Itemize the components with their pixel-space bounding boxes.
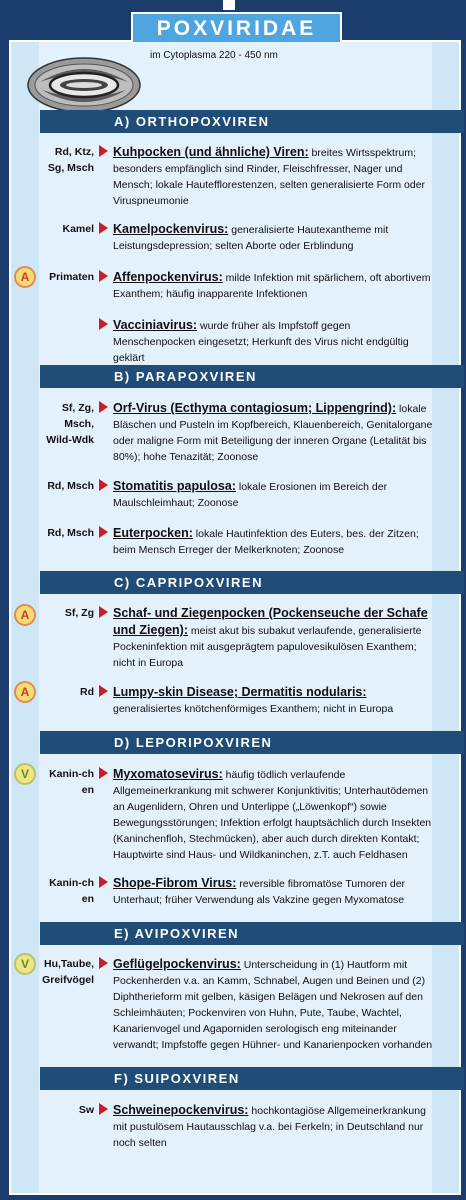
section-header-suipoxviren: F) SUIPOXVIREN: [40, 1067, 464, 1090]
virus-name: Shope-Fibrom Virus:: [113, 876, 237, 890]
v-badge-icon: V: [14, 953, 36, 975]
host-label: Rd, Msch: [47, 527, 94, 539]
virus-name: Schaf- und Ziegenpocken (Pockenseuche der Schafe und Ziegen):: [113, 606, 428, 637]
arrow-icon: [99, 401, 108, 413]
host-label: Sf, Zg, Msch, Wild-Wdk: [46, 402, 94, 446]
section-header-leporipoxviren: D) LEPORIPOXVIREN: [40, 731, 464, 754]
arrow-icon: [99, 957, 108, 969]
entry-text: [113, 605, 435, 671]
virus-description: lokale Hautinfektion des Euters, bes. der Zitzen; beim Mensch Erreger der Melkerknoten; Zoonose: [113, 528, 419, 556]
host-label: Sf, Zg: [64, 607, 94, 619]
arrow-icon: [99, 1103, 108, 1115]
arrow-icon: [99, 606, 108, 618]
section-header-avipoxviren: E) AVIPOXVIREN: [40, 922, 464, 945]
host-label: Rd, Msch: [47, 480, 94, 492]
arrow-icon: [99, 145, 108, 157]
entry-text: [113, 875, 435, 908]
virus-name: Vacciniavirus:: [113, 318, 198, 332]
virus-name: Orf-Virus (Ecthyma contagiosum; Lippengrind):: [113, 401, 397, 415]
arrow-icon: [99, 479, 108, 491]
entry-text: [113, 144, 435, 209]
poxvirus-particle-icon: [26, 52, 142, 114]
host-label: Kamel: [62, 223, 94, 235]
host-label: Rd: [80, 686, 94, 698]
entry-text: [113, 400, 435, 465]
virus-description: lokale Erosionen im Bereich der Maulschleimhaut; Zoonose: [113, 481, 388, 509]
virus-name: Geflügelpockenvirus:: [113, 957, 241, 971]
virus-description: wurde früher als Impfstoff gegen Menschenpocken eingesetzt; Herkunft des Virus nicht endgültig geklärt: [113, 320, 409, 364]
virus-name: Stomatitis papulosa:: [113, 479, 236, 493]
virus-name: Euterpocken:: [113, 526, 193, 540]
entry-text: [113, 221, 435, 254]
section-header-capripoxviren: C) CAPRIPOXVIREN: [40, 571, 464, 594]
virus-description: generalisiertes knötchenförmiges Exanthem; nicht in Europa: [113, 703, 394, 715]
arrow-icon: [99, 685, 108, 697]
host-label: Sw: [78, 1104, 94, 1116]
arrow-icon: [99, 318, 108, 330]
virus-name: Lumpy-skin Disease; Dermatitis nodularis:: [113, 685, 367, 699]
virus-description: meist akut bis subakut verlaufende, generalisierte Pockeninfektion mit ausgeprägtem papulovesikulösen Exanthem; nicht in Europa: [113, 625, 422, 669]
entry-text: [113, 269, 435, 302]
virus-description: Unterscheidung in (1) Hautform mit Pockenherden v.a. an Kamm, Schnabel, Augen und Beinen und (2) Diphtherieform mit gelben, käsigen Belägen und Nekrosen auf den Schleimhäuten; Pockenviren von Huhn, Pute, Taube, Wachtel, Kanarienvogel und Agaporniden serologisch eng miteinander verwandt; Impfstoffe gegen Hühner- und Kanarienpocken vorhanden: [113, 959, 433, 1051]
entry-text: [113, 956, 435, 1053]
entry-text: [113, 684, 435, 717]
host-label: Primaten: [49, 271, 94, 283]
arrow-icon: [99, 270, 108, 282]
virus-description: breites Wirtsspektrum; besonders empfänglich sind Rinder, Fleischfresser, Nager und Mensch; lokale Hautefflorestenzen, selten generalisierte Form oder Viruspneumonie: [113, 147, 426, 207]
arrow-icon: [99, 767, 108, 779]
virus-description: häufig tödlich verlaufende Allgemeinerkrankung mit schwerer Konjunktivitis; Unterhautödemen an Augenlidern, Ohren und Unterlippe („Löwenkopf“) sowie Bewegungsstörungen; Infektion erfolgt hauptsächlich durch Insekten (Kaninchenfloh, Stechmücken), aber auch durch direkten Kontakt; Hauptwirte sind Haus- und Wildkaninchen, z.T. auch Feldhasen: [113, 769, 432, 861]
entry-text: [113, 1102, 435, 1151]
entry-text: [113, 525, 435, 558]
host-label: Kanin-chen: [49, 877, 94, 905]
host-label: Hu,Taube, Greifvögel: [42, 958, 94, 986]
virus-description: hochkontagiöse Allgemeinerkrankung mit pustulösem Hautausschlag v.a. bei Ferkeln; in Deutschland nur noch selten: [113, 1105, 426, 1149]
virus-description: lokale Bläschen und Pusteln im Kopfbereich, Klauenbereich, Genitalorgane oder maligne Form mit Beteiligung der inneren Organe (Letalität bis 80%); hohe Tenazität; Zoonose: [113, 403, 433, 463]
arrow-icon: [99, 876, 108, 888]
virus-name: Kamelpockenvirus:: [113, 222, 229, 236]
arrow-icon: [99, 526, 108, 538]
virus-name: Schweinepockenvirus:: [113, 1103, 249, 1117]
virus-description: milde Infektion mit spärlichem, oft abortivem Exanthem; häufig inapparente Infektionen: [113, 272, 431, 300]
page-title: POXVIRIDAE: [131, 12, 342, 42]
virus-name: Affenpockenvirus:: [113, 270, 223, 284]
a-badge-icon: A: [14, 266, 36, 288]
entry-text: [113, 766, 435, 863]
v-badge-icon: V: [14, 763, 36, 785]
virus-description: generalisierte Hautexantheme mit Leistungsdepression; selten Aborte oder Erblindung: [113, 224, 389, 252]
virus-name: Kuhpocken (und ähnliche) Viren:: [113, 145, 309, 159]
top-notch: [223, 0, 235, 10]
entry-text: [113, 317, 435, 366]
section-header-parapoxviren: B) PARAPOXVIREN: [40, 365, 464, 388]
host-label: Rd, Ktz, Sg, Msch: [47, 146, 94, 174]
entry-text: [113, 478, 435, 511]
virus-name: Myxomatosevirus:: [113, 767, 223, 781]
a-badge-icon: A: [14, 604, 36, 626]
size-note: im Cytoplasma 220 - 450 nm: [150, 50, 278, 61]
a-badge-icon: A: [14, 681, 36, 703]
host-label: Kanin-chen: [49, 768, 94, 796]
section-header-orthopoxviren: A) ORTHOPOXVIREN: [40, 110, 464, 133]
virus-description: reversible fibromatöse Tumoren der Unterhaut; früher Verwendung als Vakzine gegen Myxomatose: [113, 878, 406, 906]
arrow-icon: [99, 222, 108, 234]
